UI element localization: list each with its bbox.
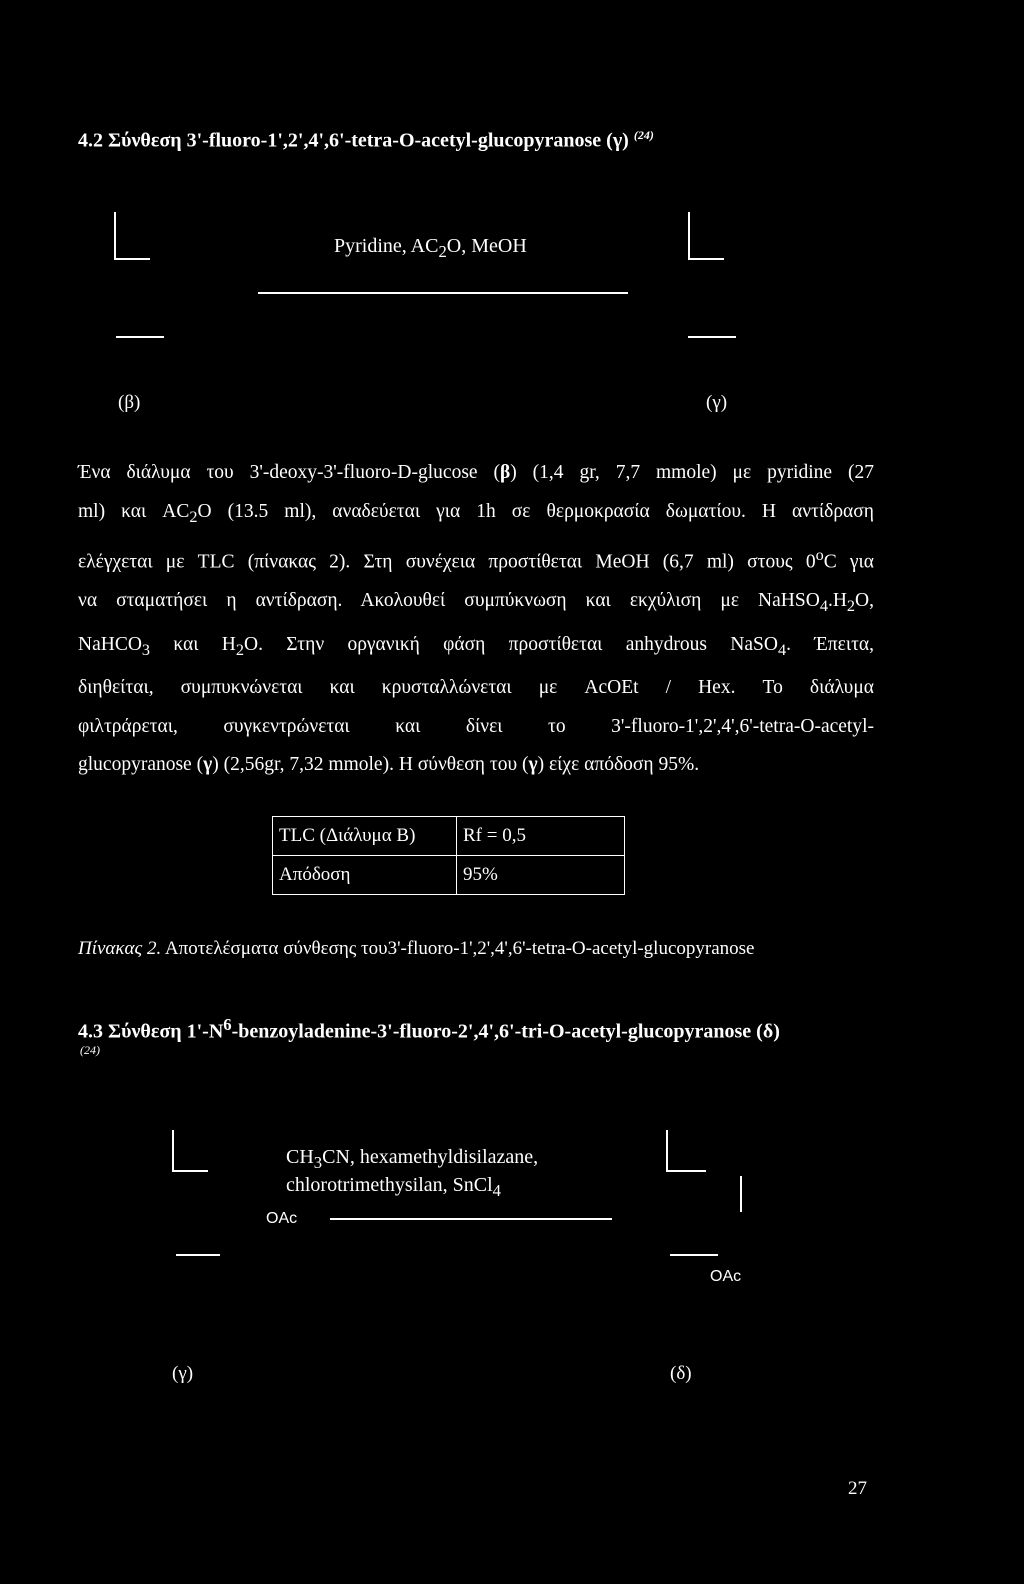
structure-bond xyxy=(172,1170,208,1172)
structure-bond xyxy=(176,1254,220,1256)
table-row xyxy=(273,856,625,895)
structure-bond xyxy=(114,212,116,259)
page-number: 27 xyxy=(848,1478,867,1499)
table-cell: Rf = 0,5 xyxy=(457,817,625,856)
table-cell: TLC (Διάλυμα B) xyxy=(273,817,457,856)
oac-group-label: OAc xyxy=(710,1268,742,1285)
structure-bond xyxy=(740,1176,742,1212)
compound-label-delta: (δ) xyxy=(670,1363,692,1384)
caption-text: Αποτελέσματα σύνθεσης του3'-fluoro-1',2',4',6'-tetra-O-acetyl-glucopyranose xyxy=(161,938,755,959)
reference-mark: (24) xyxy=(80,1043,100,1057)
table-cell: Απόδοση xyxy=(273,856,457,895)
compound-label-gamma: (γ) xyxy=(172,1363,194,1384)
table-cell: 95% xyxy=(457,856,625,895)
table-row xyxy=(273,817,625,856)
structure-bond xyxy=(172,1130,174,1171)
oac-group-label: OAc xyxy=(266,1210,298,1227)
structure-bond xyxy=(688,212,690,259)
paragraph-line: διηθείται, συμπυκνώνεται και κρυσταλλώνεται με AcOEt / Hex. Το διάλυμα xyxy=(78,677,874,699)
reaction-arrow xyxy=(330,1218,612,1220)
paragraph-line: glucopyranose (γ) (2,56gr, 7,32 mmole). Η σύνθεση του (γ) είχε απόδοση 95%. xyxy=(78,754,700,776)
caption-label: Πίνακας 2. xyxy=(78,938,162,959)
structure-bond xyxy=(670,1254,718,1256)
structure-bond xyxy=(666,1130,668,1171)
structure-bond xyxy=(114,258,150,260)
paragraph-line: ml) και $AC_2O$ (13.5 ml), αναδεύεται για 1h σε θερμοκρασία δωματίου. Η αντίδραση xyxy=(78,500,874,526)
reagents-label-line2: chlorotrimethysilan, SnCl$_4$ xyxy=(286,1174,501,1200)
compound-label-beta: (β) xyxy=(118,392,141,413)
section-heading-4-3: 4.3 Σύνθεση $1'-N^6-benzoyladenine-3'-fluoro-2',4',6'-tri-O-acetyl$-glucopyranose (δ) xyxy=(78,1015,780,1043)
procedure-paragraph xyxy=(78,454,874,785)
paragraph-line: Ένα διάλυμα του 3'-deoxy-3'-fluoro-D-glucose (β) (1,4 gr, 7,7 mmole) με pyridine (27 xyxy=(78,462,874,483)
paragraph-line: NaHCO$_3$ και $H_2O$. Στην οργανική φάση προστίθεται anhydrous NaSO$_4$. Έπειτα, xyxy=(78,633,875,659)
structure-bond xyxy=(116,336,164,338)
reagents-label: Pyridine, $AC_2O$, MeOH xyxy=(334,235,527,261)
structure-bond xyxy=(688,336,736,338)
structure-bond xyxy=(666,1170,706,1172)
paragraph-line: ελέγχεται με TLC (πίνακας 2). Στη συνέχεια προστίθεται MeOH (6,7 ml) στους 0$^o$C για xyxy=(78,546,875,573)
section-title: 4.2 Σύνθεση 3'-fluoro-1',2',4',6'-tetra-O-acetyl-glucopyranose (γ) xyxy=(78,129,629,152)
table-caption xyxy=(78,938,754,960)
paragraph-line: να σταματήσει η αντίδραση. Ακολουθεί συμπύκνωση και εκχύλιση με $NaHSO_4.H_2O$, xyxy=(78,590,874,616)
structure-bond xyxy=(688,258,724,260)
compound-label-gamma: (γ) xyxy=(706,392,728,413)
paragraph-line: φιλτράρεται, συγκεντρώνεται και δίνει το 3'-fluoro-1',2',4',6'-tetra-O-acetyl- xyxy=(78,715,874,737)
section-heading-4-2 xyxy=(78,128,654,153)
reagents-label-line1: $CH_3CN$, hexamethyldisilazane, xyxy=(286,1146,539,1172)
reaction-arrow xyxy=(258,292,628,294)
reference-mark: (24) xyxy=(633,128,654,142)
results-table xyxy=(272,816,625,895)
